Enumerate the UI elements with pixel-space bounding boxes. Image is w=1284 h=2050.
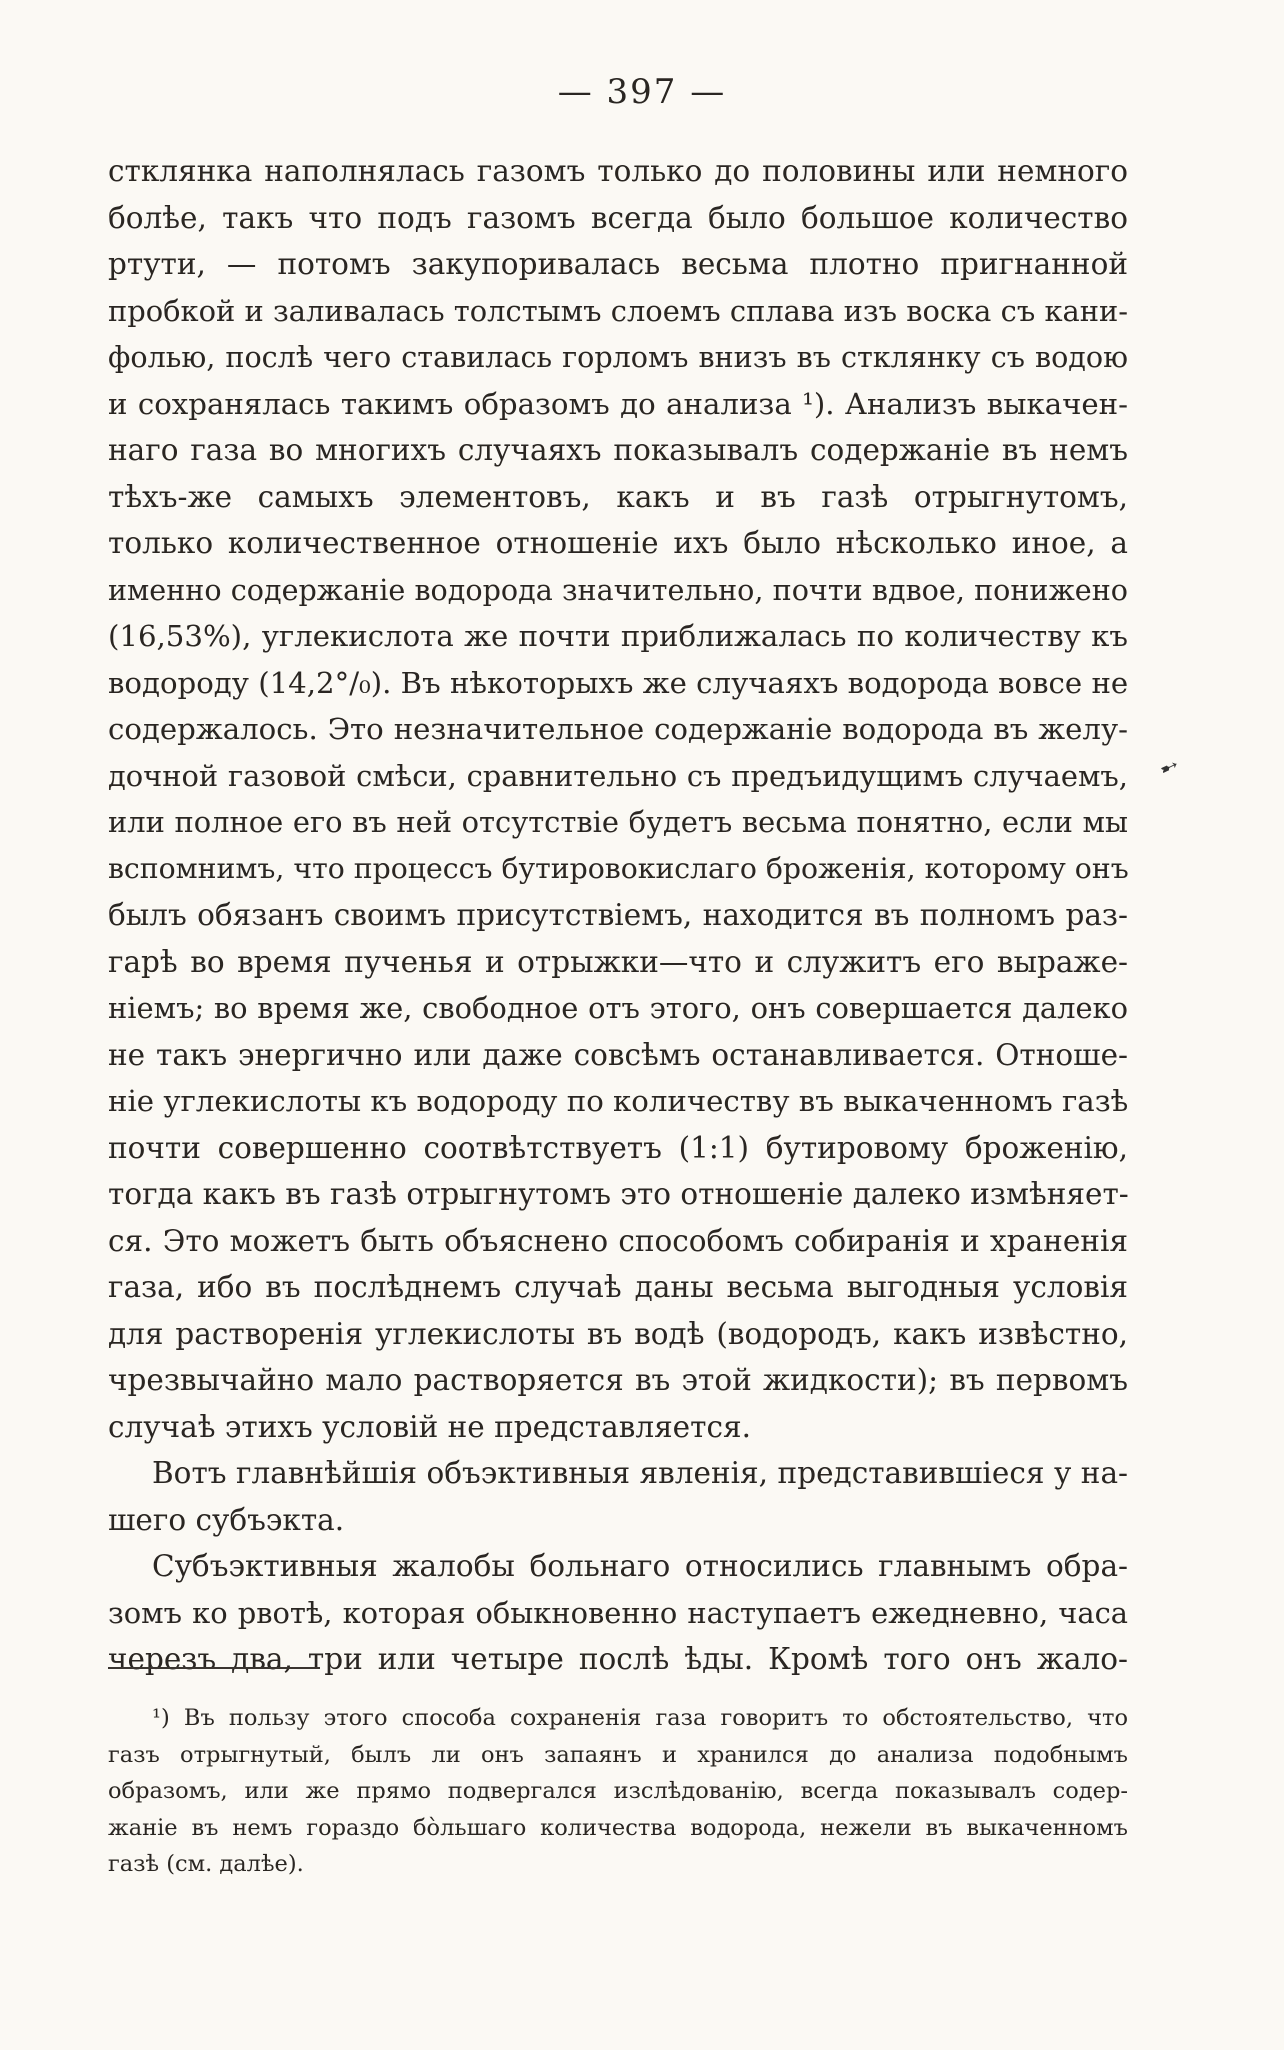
text-line: водороду (14,2°/₀). Въ нѣкоторыхъ же случаяхъ водорода вовсе не — [108, 665, 1129, 700]
text-line: стклянка наполнялась газомъ только до половины или немного — [108, 154, 1128, 188]
text-line: тѣхъ-же самыхъ элементовъ, какъ и въ газѣ отрыгнутомъ, — [108, 479, 1128, 514]
text-line: былъ обязанъ своимъ присутствіемъ, находится въ полномъ раз- — [108, 898, 1128, 932]
text-line: ся. Это можетъ быть объяснено способомъ собиранія и храненія — [108, 1223, 1128, 1258]
footnote-line: ¹) Въ пользу этого способа сохраненія газа говоритъ то обстоятельство, что — [152, 1705, 1128, 1731]
text-line: Субъэктивныя жалобы больнаго относились главнымъ обра- — [152, 1549, 1128, 1583]
footnote-line: жаніе въ немъ гораздо бо̀льшаго количества водорода, нежели въ выкаченномъ — [108, 1814, 1128, 1841]
text-line: пробкой и заливалась толстымъ слоемъ сплава изъ воска съ кани- — [108, 293, 1128, 328]
footnote-line: газъ отрыгнутый, былъ ли онъ запаянъ и хранился до анализа подобнымъ — [108, 1741, 1128, 1768]
text-line: ніе углекислоты къ водороду по количеству въ выкаченномъ газѣ — [108, 1084, 1129, 1118]
text-line: или полное его въ ней отсутствіе будетъ весьма понятно, если мы — [108, 805, 1128, 839]
text-line: зомъ ко рвотѣ, которая обыкновенно наступаетъ ежедневно, часа — [108, 1595, 1128, 1630]
text-line: Вотъ главнѣйшія объэктивныя явленія, представившіеся у на- — [152, 1456, 1128, 1490]
text-line: фолью, послѣ чего ставилась горломъ внизъ въ стклянку съ водою — [108, 340, 1128, 374]
text-line: дочной газовой смѣси, сравнительно съ предъидущимъ случаемъ, — [108, 758, 1128, 793]
text-line: черезъ два, три или четыре послѣ ѣды. Кромѣ того онъ жало- — [108, 1642, 1128, 1676]
text-line: и сохранялась такимъ образомъ до анализа ¹). Анализъ выкачен- — [108, 386, 1128, 421]
text-line: гарѣ во время пученья и отрыжки—что и служитъ его выраже- — [108, 944, 1128, 979]
text-line: для растворенія углекислоты въ водѣ (водородъ, какъ извѣстно, — [108, 1316, 1128, 1351]
text-line: содержалось. Это незначительное содержаніе водорода въ желу- — [108, 712, 1128, 746]
text-line: тогда какъ въ газѣ отрыгнутомъ это отношеніе далеко измѣняет- — [108, 1177, 1129, 1211]
footnote-line: газѣ (см. далѣе). — [108, 1851, 304, 1877]
text-line: не такъ энергично или даже совсѣмъ останавливается. Отноше- — [108, 1037, 1128, 1072]
text-line: чрезвычайно мало растворяется въ этой жидкости); въ первомъ — [108, 1363, 1128, 1397]
body-text — [108, 148, 1128, 1683]
text-line: вспомнимъ, что процессъ бутировокислаго броженія, которому онъ — [108, 851, 1129, 885]
text-line: (16,53%), углекислота же почти приближалась по количеству къ — [108, 619, 1128, 653]
text-line: случаѣ этихъ условій не представляется. — [108, 1409, 751, 1444]
text-line: газа, ибо въ послѣднемъ случаѣ даны весьма выгодныя условія — [108, 1270, 1128, 1304]
text-line: ніемъ; во время же, свободное отъ этого, онъ совершается далеко — [108, 991, 1128, 1025]
footnote-line: образомъ, или же прямо подвергался изслѣдованію, всегда показывалъ содер- — [108, 1778, 1128, 1804]
text-line: наго газа во многихъ случаяхъ показывалъ содержаніе въ немъ — [108, 433, 1128, 467]
text-line: шего субъэкта. — [108, 1502, 345, 1537]
text-line: именно содержаніе водорода значительно, почти вдвое, понижено — [108, 572, 1128, 607]
text-line: только количественное отношеніе ихъ было нѣсколько иное, а — [108, 526, 1128, 560]
page-number: — 397 — — [557, 72, 727, 112]
text-line: ртути, — потомъ закупоривалась весьма плотно пригнанной — [108, 247, 1128, 281]
margin-pencil-mark: ➹ — [1156, 752, 1183, 783]
text-line: болѣе, такъ что подъ газомъ всегда было большое количество — [108, 200, 1128, 235]
footnote-separator — [108, 1667, 320, 1669]
text-line: почти совершенно соотвѣтствуетъ (1:1) бутировому броженію, — [108, 1130, 1128, 1165]
footnote — [108, 1700, 1128, 1883]
